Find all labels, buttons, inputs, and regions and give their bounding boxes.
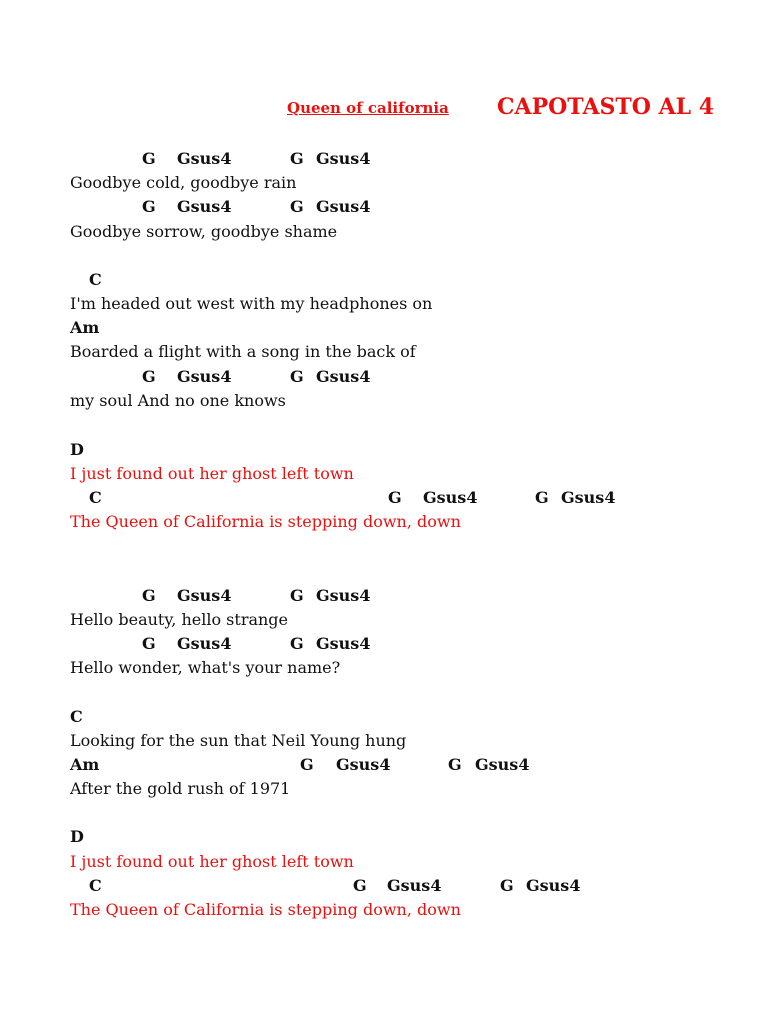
chord: Gsus4 xyxy=(316,367,371,386)
chord: Gsus4 xyxy=(177,634,232,653)
chord: Gsus4 xyxy=(423,488,478,507)
lyric-line: After the gold rush of 1971 xyxy=(70,779,291,798)
capo-note: CAPOTASTO AL 4 xyxy=(497,94,715,120)
lyric-line: Boarded a flight with a song in the back of xyxy=(70,342,416,361)
chord: G xyxy=(290,634,304,653)
song-title: Queen of california xyxy=(287,99,449,117)
chord: G xyxy=(500,876,514,895)
chord: G xyxy=(300,755,314,774)
chorus-lyric-line: The Queen of California is stepping down, down xyxy=(70,900,461,919)
chord: C xyxy=(70,707,83,726)
chord: D xyxy=(70,440,84,459)
lyric-line: Hello wonder, what's your name? xyxy=(70,658,341,677)
chord: Gsus4 xyxy=(475,755,530,774)
lyric-line: Goodbye sorrow, goodbye shame xyxy=(70,222,338,241)
chord: Gsus4 xyxy=(177,197,232,216)
chord: Gsus4 xyxy=(561,488,616,507)
chorus-lyric-line: I just found out her ghost left town xyxy=(70,852,354,871)
chord: G xyxy=(353,876,367,895)
chord: Am xyxy=(70,318,100,337)
chord: C xyxy=(89,488,102,507)
lyric-line: Hello beauty, hello strange xyxy=(70,610,289,629)
chord: G xyxy=(290,149,304,168)
chord: Gsus4 xyxy=(526,876,581,895)
chord: G xyxy=(290,197,304,216)
chord: C xyxy=(89,270,102,289)
chorus-lyric-line: The Queen of California is stepping down, down xyxy=(70,512,461,531)
chord: G xyxy=(388,488,402,507)
chord: Gsus4 xyxy=(316,197,371,216)
chord: C xyxy=(89,876,102,895)
chord: Gsus4 xyxy=(177,367,232,386)
chord: G xyxy=(448,755,462,774)
chord: G xyxy=(142,367,156,386)
chord: G xyxy=(535,488,549,507)
chorus-lyric-line: I just found out her ghost left town xyxy=(70,464,354,483)
lyric-line: Goodbye cold, goodbye rain xyxy=(70,173,297,192)
lyric-line: I'm headed out west with my headphones on xyxy=(70,294,433,313)
chord: Gsus4 xyxy=(177,586,232,605)
chord: D xyxy=(70,827,84,846)
chord: Gsus4 xyxy=(177,149,232,168)
chord: Am xyxy=(70,755,100,774)
lyric-line: Looking for the sun that Neil Young hung xyxy=(70,731,407,750)
chord: Gsus4 xyxy=(316,634,371,653)
chord: Gsus4 xyxy=(316,149,371,168)
chord: G xyxy=(290,586,304,605)
chord: G xyxy=(142,586,156,605)
chord: G xyxy=(290,367,304,386)
lyric-line: my soul And no one knows xyxy=(70,391,286,410)
chord: G xyxy=(142,197,156,216)
chord: Gsus4 xyxy=(316,586,371,605)
chord: Gsus4 xyxy=(336,755,391,774)
chord: G xyxy=(142,634,156,653)
chord: Gsus4 xyxy=(387,876,442,895)
chord: G xyxy=(142,149,156,168)
